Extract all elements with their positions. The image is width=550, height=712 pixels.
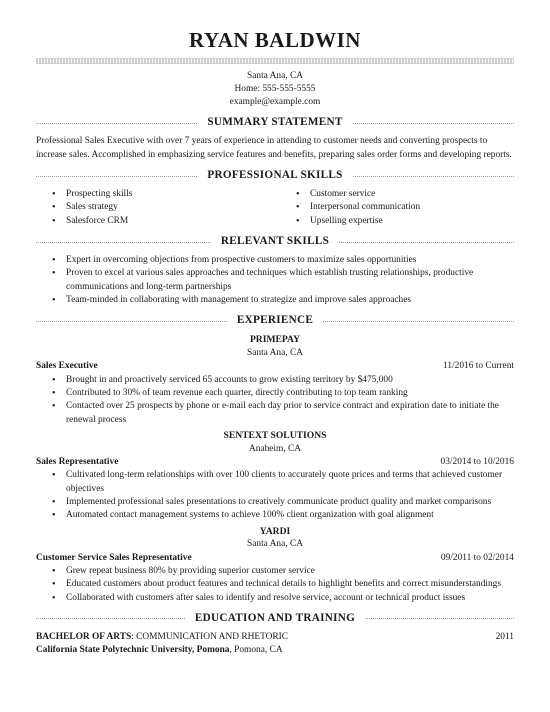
job-dates: 03/2014 to 10/2016: [440, 456, 514, 467]
job-location: Anaheim, CA: [248, 443, 302, 454]
education-school: California State Polytechnic University, Pomona: [36, 645, 230, 656]
job-bullet: • Brought in and proactively serviced 65 accounts to grow existing territory by $475,000: [36, 374, 514, 387]
contact-phone: Home: 555-555-5555: [234, 84, 316, 95]
experience-title: EXPERIENCE: [236, 314, 314, 327]
job-bullet: • Contributed to 30% of team revenue each quarter, directly contributing to top team ranking: [36, 387, 514, 400]
heading-rule-left: [36, 242, 211, 243]
job-location: Santa Ana, CA: [247, 347, 303, 358]
summary-title: SUMMARY STATEMENT: [207, 116, 343, 129]
heading-rule-left: [36, 123, 197, 124]
job-bullet: • Grew repeat business 80% by providing superior customer service: [36, 565, 514, 578]
heading-rule-right: [339, 242, 514, 243]
education-field: : COMMUNICATION AND RHETORIC: [131, 631, 289, 642]
job-location: Santa Ana, CA: [247, 539, 303, 550]
skill-item: • Salesforce CRM: [36, 215, 270, 228]
professional-skills-title: PROFESSIONAL SKILLS: [207, 169, 343, 182]
job-bullet: • Cultivated long-term relationships with over 100 clients to accurately quote prices and terms that achieved customer objectives: [36, 469, 514, 496]
job-bullet: • Automated contact management systems to achieve 100% client organization with goal alignment: [36, 509, 514, 522]
skills-column-right: [280, 188, 514, 228]
education-school-location: , Pomona, CA: [229, 645, 283, 656]
contact-location: Santa Ana, CA: [247, 71, 303, 82]
education-heading: [36, 611, 514, 627]
job-bullets: [36, 565, 514, 605]
relevant-skills-title: RELEVANT SKILLS: [220, 235, 330, 248]
relevant-skills-heading: [36, 234, 514, 250]
contact-email: example@example.com: [229, 97, 321, 108]
job-role: Customer Service Sales Representative: [36, 552, 192, 563]
job-bullet: • Educated customers about product features and technical details to highlight benefits and correct misunderstandings: [36, 578, 514, 591]
job-company: PRIMEPAY: [249, 334, 301, 346]
professional-skills-grid: [36, 188, 514, 228]
experience-heading: [36, 313, 514, 329]
heading-rule-left: [36, 618, 185, 619]
education-degree: BACHELOR OF ARTS: [36, 631, 132, 642]
job-entry: [36, 333, 514, 427]
job-dates: 11/2016 to Current: [443, 361, 514, 372]
job-bullets: [36, 374, 514, 427]
relevant-skill-item: • Proven to excel at various sales approaches and techniques which establish trusting relationships, productive communications and long-term partnerships: [36, 267, 514, 294]
heading-rule-left: [36, 321, 227, 322]
skill-item: • Interpersonal communication: [280, 201, 514, 214]
heading-rule-right: [353, 176, 514, 177]
heading-rule-right: [323, 321, 514, 322]
heading-rule-right: [365, 618, 514, 619]
skill-item: • Upselling expertise: [280, 215, 514, 228]
relevant-skills-list: [36, 254, 514, 307]
education-degree-line: [36, 631, 288, 644]
job-entry: [36, 429, 514, 523]
skill-item: • Customer service: [280, 188, 514, 201]
candidate-name: RYAN BALDWIN: [189, 28, 361, 52]
heading-rule-right: [353, 123, 514, 124]
professional-skills-heading: [36, 168, 514, 184]
heading-rule-left: [36, 176, 197, 177]
job-title-row: [36, 456, 514, 469]
job-bullets: [36, 469, 514, 522]
relevant-skill-item: • Team-minded in collaborating with management to strategize and improve sales approaches: [36, 294, 514, 307]
job-bullet: • Contacted over 25 prospects by phone or e-mail each day prior to service contract and expiration date to initiate the renewal process: [36, 400, 514, 427]
job-role: Sales Executive: [36, 361, 98, 372]
education-degree-row: [36, 631, 514, 644]
job-title-row: [36, 360, 514, 373]
education-school-line: [36, 644, 514, 657]
relevant-skill-item: • Expert in overcoming objections from prospective customers to maximize sales opportunities: [36, 254, 514, 267]
job-title-row: [36, 552, 514, 565]
skills-column-left: [36, 188, 270, 228]
name-divider: [36, 58, 514, 64]
education-year: 2011: [495, 631, 514, 642]
job-dates: 09/2011 to 02/2014: [440, 552, 514, 563]
job-bullet: • Implemented professional sales presentations to creatively communicate product quality and market comparisons: [36, 496, 514, 509]
job-bullet: • Collaborated with customers after sales to identify and resolve service, account or technical product issues: [36, 592, 514, 605]
contact-block: [36, 70, 514, 109]
summary-text: Professional Sales Executive with over 7 years of experience in attending to customer needs and converting prospects to increase sales. Accomplished in emphasizing service features and benefits, preparing sales order forms and developing reports.: [36, 135, 512, 160]
job-company: SENTEXT SOLUTIONS: [223, 430, 327, 441]
skill-item: • Prospecting skills: [36, 188, 270, 201]
job-entry: [36, 525, 514, 605]
education-title: EDUCATION AND TRAINING: [194, 612, 356, 624]
skill-item: • Sales strategy: [36, 201, 270, 214]
job-company: YARDI: [259, 525, 291, 537]
job-role: Sales Representative: [36, 456, 119, 467]
summary-heading: [36, 115, 514, 131]
